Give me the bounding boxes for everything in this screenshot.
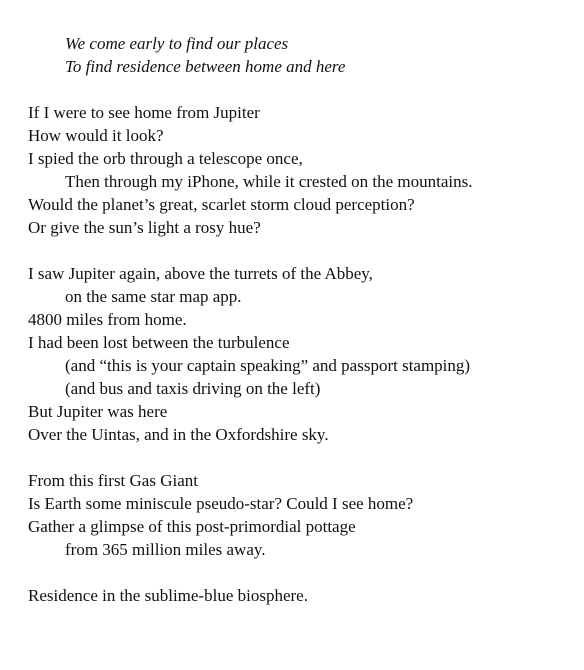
poem-line: But Jupiter was here <box>28 402 168 421</box>
poem-line: Would the planet’s great, scarlet storm cloud perception? <box>28 195 415 214</box>
poem-line: Or give the sun’s light a rosy hue? <box>28 218 261 237</box>
poem-line: I saw Jupiter again, above the turrets of the Abbey, <box>28 264 373 283</box>
poem-line: From this first Gas Giant <box>28 471 198 490</box>
stanza-break <box>28 239 578 262</box>
poem-line: Residence in the sublime-blue biosphere. <box>28 586 308 605</box>
poem-line: Gather a glimpse of this post-primordial pottage <box>28 517 356 536</box>
poem-line: If I were to see home from Jupiter <box>28 103 260 122</box>
stanza-break <box>28 78 578 101</box>
stanza-4 <box>28 584 578 607</box>
poem-line: on the same star map app. <box>65 287 242 306</box>
stanza-3 <box>28 469 578 561</box>
poem-body <box>28 32 578 607</box>
stanza-break <box>28 561 578 584</box>
poem-line: Over the Uintas, and in the Oxfordshire sky. <box>28 425 329 444</box>
stanza-2 <box>28 262 578 446</box>
poem-line: I spied the orb through a telescope once, <box>28 149 303 168</box>
poem-line: 4800 miles from home. <box>28 310 187 329</box>
epigraph-line: We come early to find our places <box>65 34 289 53</box>
stanza-1 <box>28 101 578 239</box>
epigraph <box>28 32 578 78</box>
poem-line: Then through my iPhone, while it crested on the mountains. <box>65 172 473 191</box>
poem-line: (and “this is your captain speaking” and passport stamping) <box>65 356 471 375</box>
stanza-break <box>28 446 578 469</box>
poem-line: from 365 million miles away. <box>65 540 266 559</box>
poem-line: Is Earth some miniscule pseudo-star? Could I see home? <box>28 494 414 513</box>
poem-line: How would it look? <box>28 126 164 145</box>
epigraph-line: To find residence between home and here <box>65 57 346 76</box>
poem-line: I had been lost between the turbulence <box>28 333 290 352</box>
poem-line: (and bus and taxis driving on the left) <box>65 379 321 398</box>
